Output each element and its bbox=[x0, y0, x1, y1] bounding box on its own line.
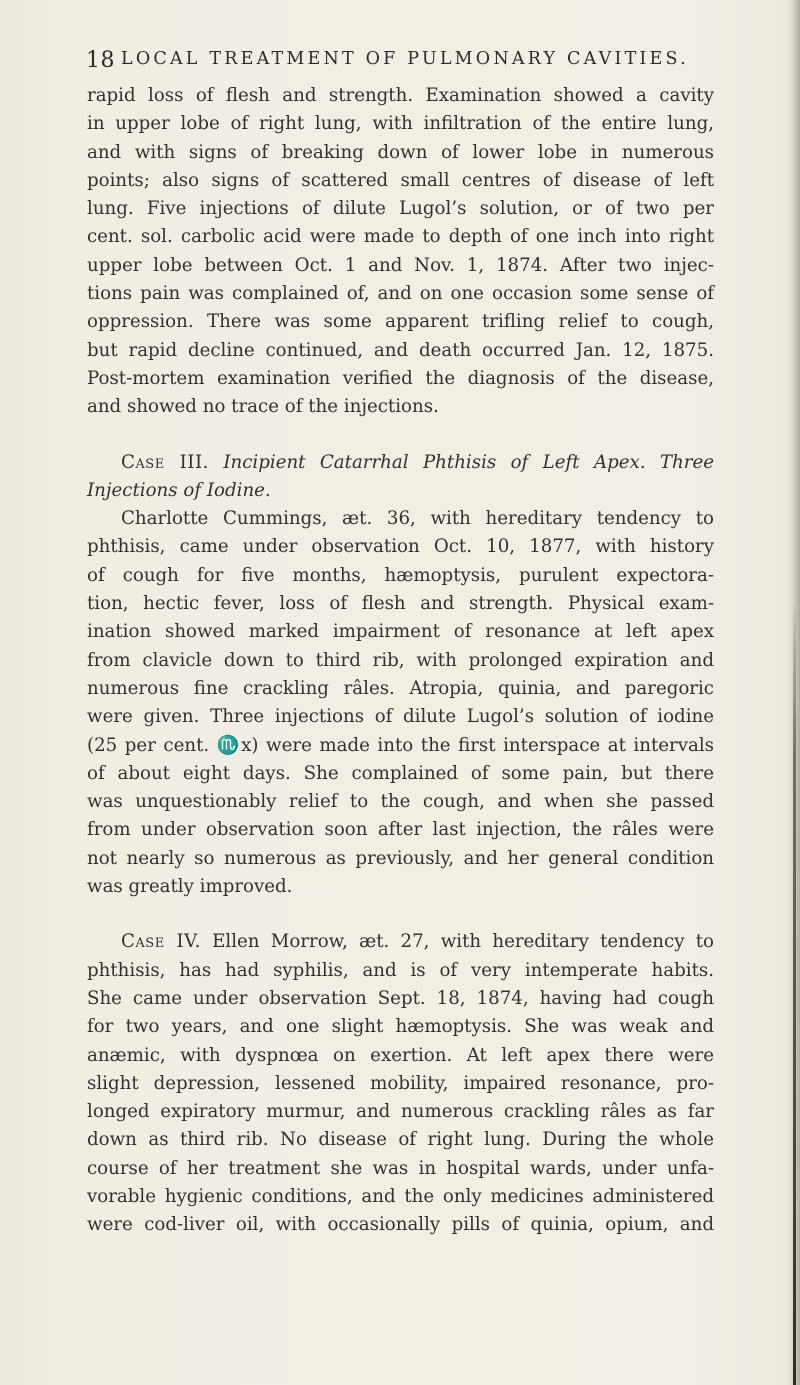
page-number: 18 bbox=[86, 48, 115, 73]
text-line: from under observation soon after last injection, the râles were bbox=[87, 819, 714, 841]
paragraph-case-2-continued bbox=[87, 82, 714, 422]
text-line: not nearly so numerous as previously, and her general condition bbox=[87, 847, 714, 869]
case-3-title: Incipient Catarrhal Phthisis of Left Apex. Three bbox=[223, 451, 714, 473]
case-4-first-line: Ellen Morrow, æt. 27, with hereditary tendency to bbox=[212, 931, 714, 953]
text-line: phthisis, has had syphilis, and is of very intemperate habits. bbox=[87, 959, 714, 981]
case-4 bbox=[87, 928, 714, 1239]
case-3-heading-cont bbox=[87, 477, 714, 505]
text-line: longed expiratory murmur, and numerous crackling râles as far bbox=[87, 1101, 714, 1123]
text-line: Post-mortem examination verified the diagnosis of the disease, bbox=[87, 367, 714, 389]
text-line: phthisis, came under observation Oct. 10, 1877, with history bbox=[87, 536, 714, 558]
paragraph-gap bbox=[87, 901, 714, 928]
text-line: tion, hectic fever, loss of flesh and strength. Physical exam- bbox=[87, 593, 714, 615]
text-line: rapid loss of flesh and strength. Examination showed a cavity bbox=[87, 85, 714, 106]
text-line: She came under observation Sept. 18, 1874, having had cough bbox=[87, 987, 714, 1009]
text-line: in upper lobe of right lung, with infiltration of the entire lung, bbox=[87, 113, 714, 135]
text-line: points; also signs of scattered small centres of disease of left bbox=[87, 169, 714, 191]
text-line: lung. Five injections of dilute Lugol’s solution, or of two per bbox=[87, 198, 714, 220]
case-4-label: Case IV. bbox=[121, 931, 201, 953]
text-line: ination showed marked impairment of resonance at left apex bbox=[87, 621, 714, 643]
case-3-title-cont: Injections of Iodine. bbox=[87, 479, 271, 501]
text-line: was unquestionably relief to the cough, and when she passed bbox=[87, 791, 714, 813]
text-line: of about eight days. She complained of some pain, but there bbox=[87, 762, 714, 784]
text-line: course of her treatment she was in hospital wards, under unfa- bbox=[87, 1157, 714, 1179]
text-line: from clavicle down to third rib, with prolonged expiration and bbox=[87, 649, 714, 671]
text-line: upper lobe between Oct. 1 and Nov. 1, 1874. After two injec- bbox=[87, 254, 714, 276]
body-text bbox=[87, 82, 714, 1240]
binding-edge bbox=[793, 600, 796, 1385]
case-3 bbox=[87, 449, 714, 902]
text-line: was greatly improved. bbox=[87, 876, 293, 898]
paragraph-gap bbox=[87, 422, 714, 449]
text-line: were cod-liver oil, with occasionally pills of quinia, opium, and bbox=[87, 1214, 714, 1236]
text-line: Charlotte Cummings, æt. 36, with hereditary tendency to bbox=[121, 508, 714, 530]
text-line: slight depression, lessened mobility, impaired resonance, pro- bbox=[87, 1072, 714, 1094]
text-line: vorable hygienic conditions, and the only medicines administered bbox=[87, 1185, 714, 1207]
text-line: and showed no trace of the injections. bbox=[87, 396, 439, 418]
text-line: of cough for five months, hæmoptysis, purulent expectora- bbox=[87, 564, 714, 586]
case-4-heading bbox=[87, 928, 714, 956]
text-line: were given. Three injections of dilute Lugol’s solution of iodine bbox=[87, 706, 714, 728]
text-line: cent. sol. carbolic acid were made to depth of one inch into right bbox=[87, 226, 714, 248]
text-line: tions pain was complained of, and on one occasion some sense of bbox=[87, 283, 714, 305]
text-line: and with signs of breaking down of lower lobe in numerous bbox=[87, 141, 714, 163]
case-3-heading bbox=[87, 449, 714, 477]
text-line: anæmic, with dyspnœa on exertion. At left apex there were bbox=[87, 1044, 714, 1066]
text-line: down as third rib. No disease of right lung. During the whole bbox=[87, 1129, 714, 1151]
text-line: numerous fine crackling râles. Atropia, quinia, and paregoric bbox=[87, 677, 714, 699]
running-title: LOCAL TREATMENT OF PULMONARY CAVITIES. bbox=[121, 49, 689, 69]
case-3-label: Case III. bbox=[121, 451, 209, 473]
text-line: oppression. There was some apparent trifling relief to cough, bbox=[87, 311, 714, 333]
text-line: for two years, and one slight hæmoptysis. She was weak and bbox=[87, 1016, 714, 1038]
text-line: but rapid decline continued, and death occurred Jan. 12, 1875. bbox=[87, 339, 714, 361]
text-line: (25 per cent. ♏x) were made into the first interspace at intervals bbox=[87, 734, 714, 756]
